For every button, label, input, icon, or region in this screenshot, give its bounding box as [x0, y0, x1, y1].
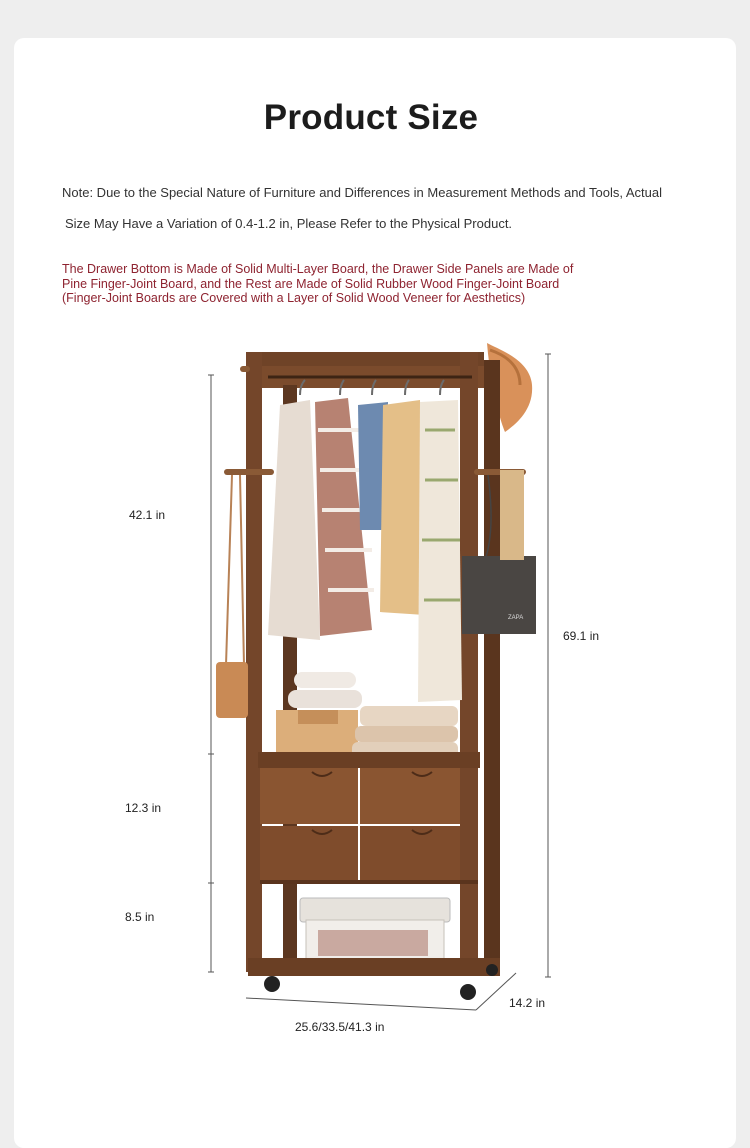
material-note-line-1: The Drawer Bottom is Made of Solid Multi-Layer Board, the Drawer Side Panels are Made of — [62, 262, 574, 276]
drawer-unit — [258, 752, 480, 884]
dim-bottom-height: 8.5 in — [125, 910, 155, 924]
material-note-line-3: (Finger-Joint Boards are Covered with a Layer of Solid Wood Veneer for Aesthetics) — [62, 291, 526, 305]
rack-base — [248, 958, 500, 1000]
hanging-clothes — [268, 398, 462, 702]
dim-width: 25.6/33.5/41.3 in — [295, 1020, 385, 1034]
material-note-line-2: Pine Finger-Joint Board, and the Rest are Made of Solid Rubber Wood Finger-Joint Board — [62, 276, 560, 291]
disclaimer-line-1: Note: Due to the Special Nature of Furniture and Differences in Measurement Methods and Tools, Actual — [62, 185, 663, 200]
storage-box — [300, 898, 450, 966]
dim-hanging-height: 42.1 in — [129, 508, 166, 522]
dim-drawer-height: 12.3 in — [125, 801, 162, 815]
crossbody-bag — [216, 475, 248, 718]
disclaimer-line-2: Size May Have a Variation of 0.4-1.2 in, Please Refer to the Physical Product. — [65, 216, 513, 231]
dim-depth: 14.2 in — [509, 996, 546, 1010]
page-title: Product Size — [263, 98, 479, 137]
dim-total-height: 69.1 in — [563, 629, 600, 643]
bag-brand-label: ZAPA — [508, 615, 524, 621]
